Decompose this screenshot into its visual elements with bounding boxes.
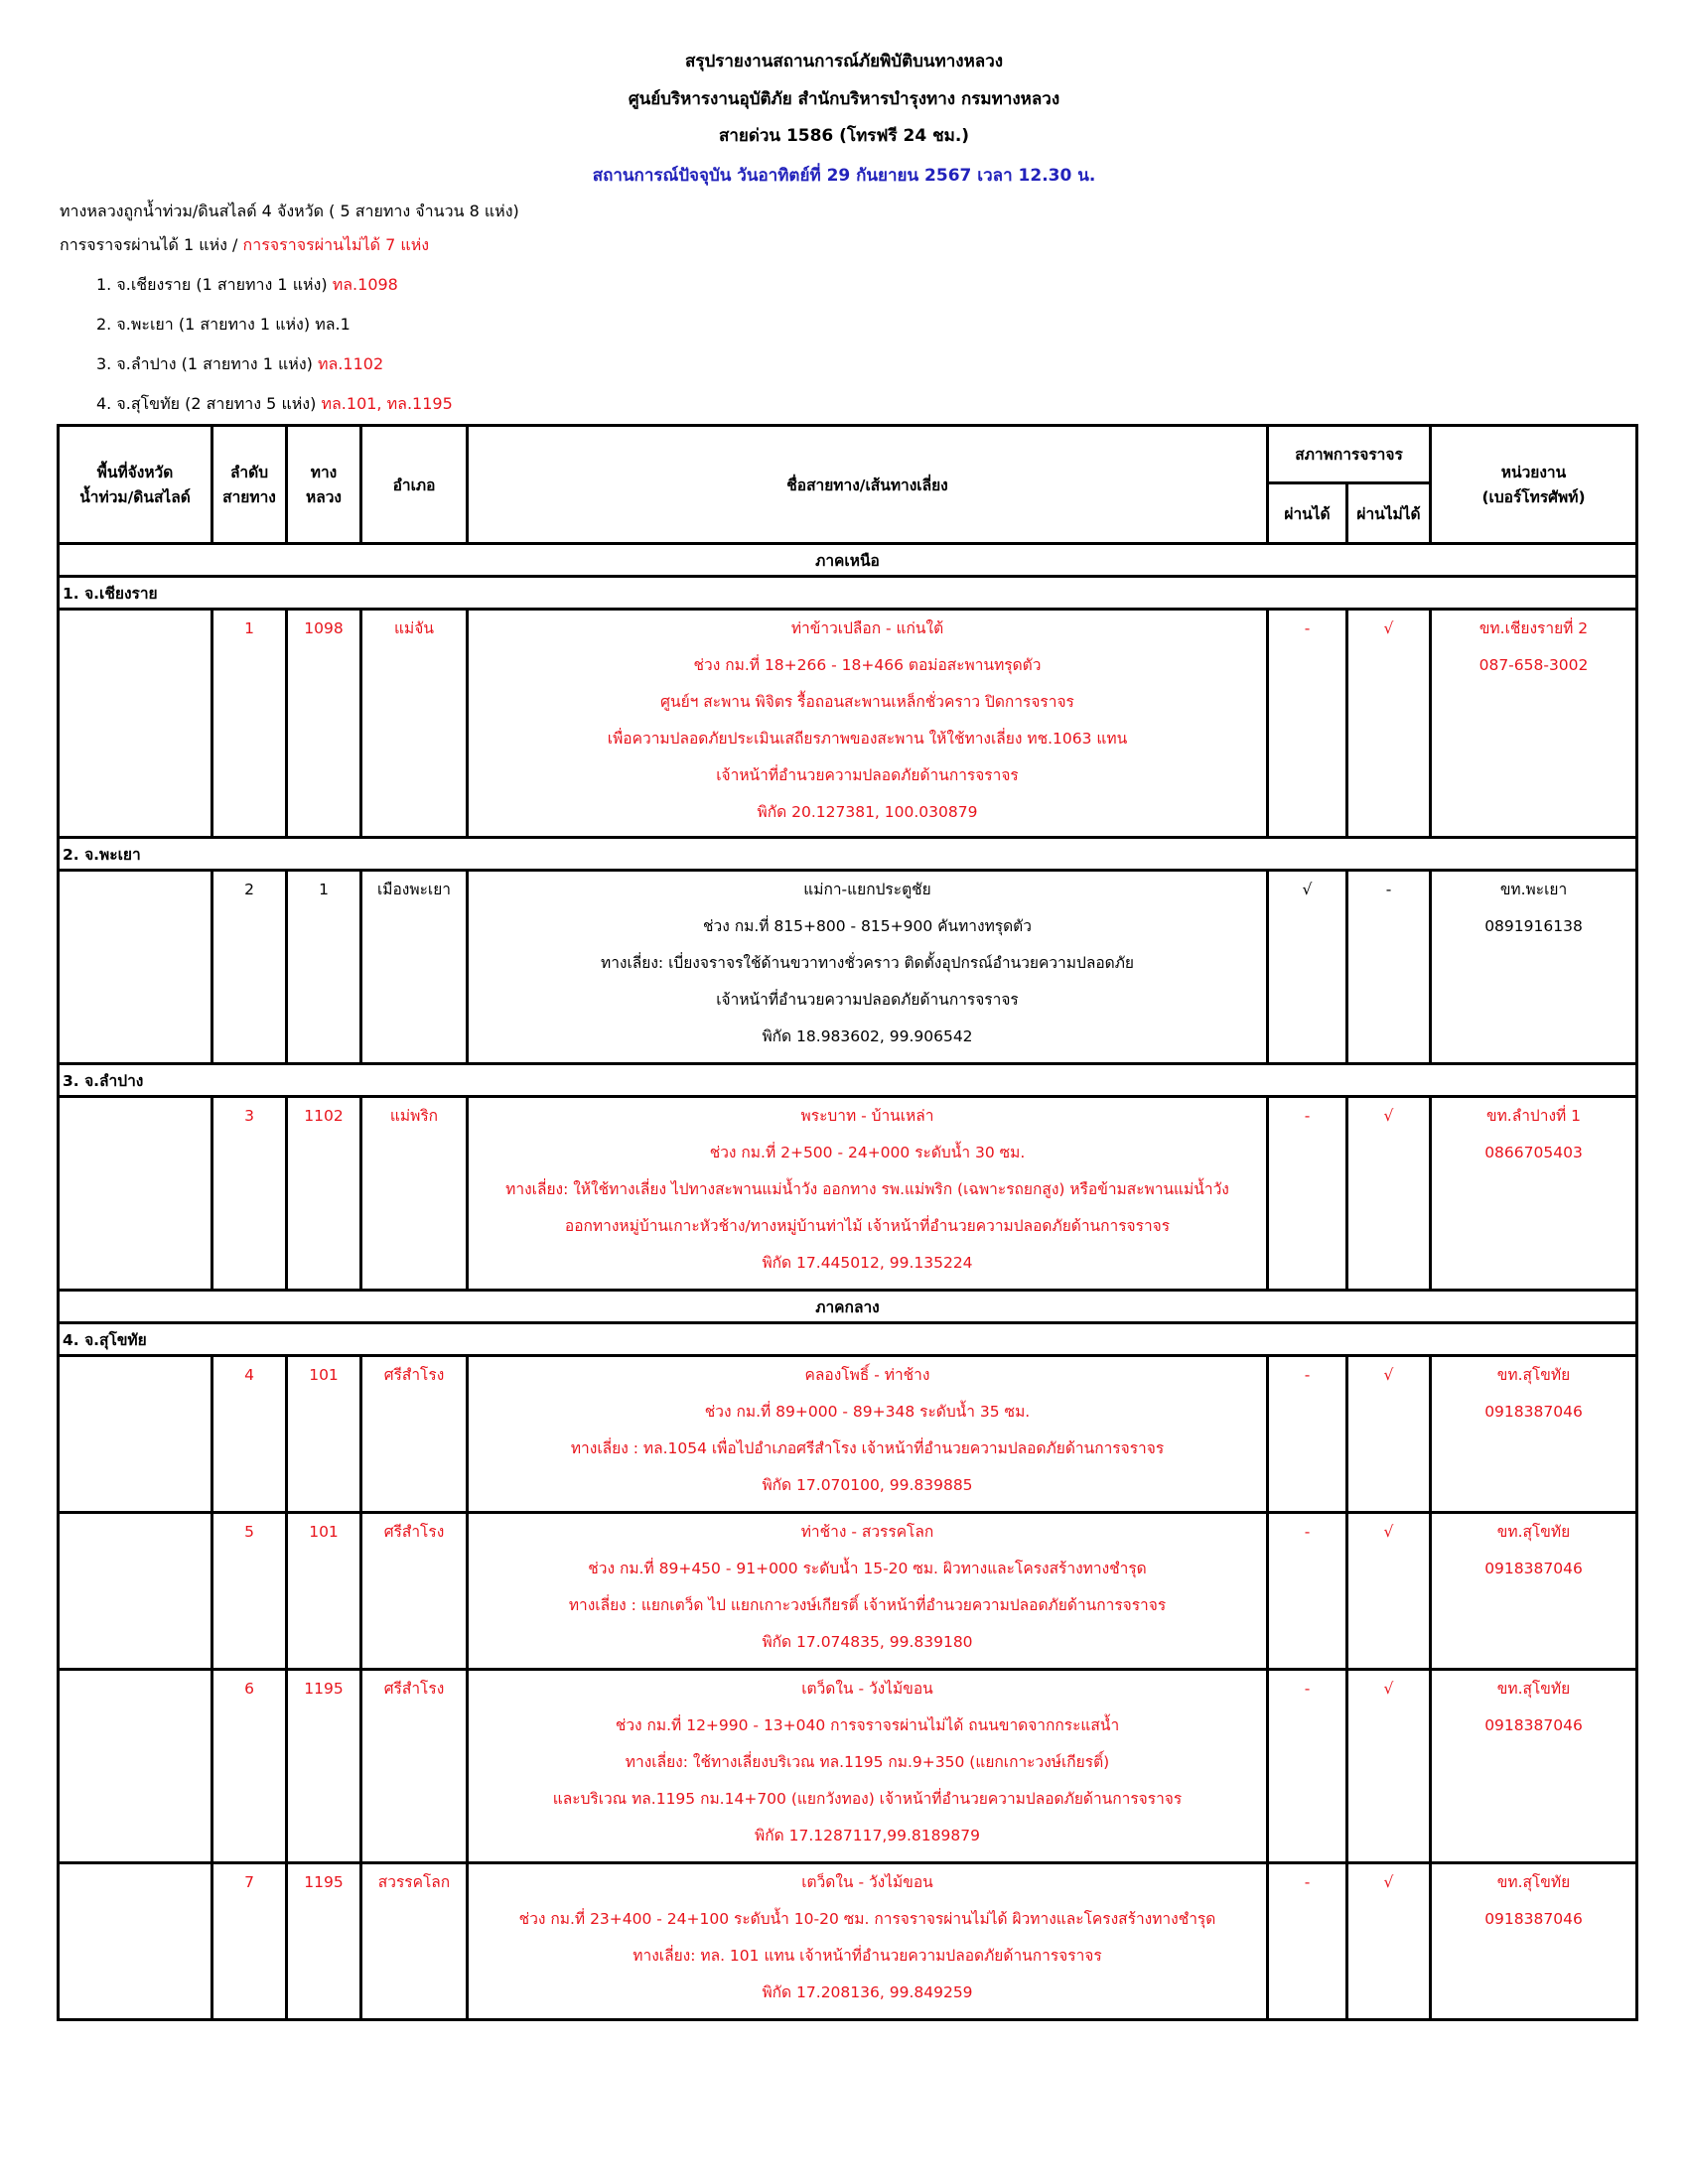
- unit-cell: [1431, 1097, 1637, 1291]
- province-row: [59, 1323, 1637, 1356]
- unit-name: ขท.สุโขทัย: [1496, 1680, 1571, 1698]
- unit-name: ขท.เชียงรายที่ 2: [1478, 619, 1589, 637]
- pass-status-cell: -: [1268, 1356, 1347, 1513]
- region-central: ภาคกลาง: [59, 1291, 1637, 1323]
- route-detail-line: คลองโพธิ์ - ท่าช้าง: [804, 1366, 930, 1384]
- route-detail-line: ทางเลี่ยง: ให้ใช้ทางเลี่ยง ไปทางสะพานแม่น้ำวัง ออกทาง รพ.แม่พริก (เฉพาะรถยกสูง) หรือข้ามสะพานแม่น้ำวัง: [505, 1180, 1229, 1198]
- province-label: 1. จ.เชียงราย (1 สายทาง 1 แห่ง): [96, 275, 333, 294]
- route-detail-line: เจ้าหน้าที่อำนวยความปลอดภัยด้านการจราจร: [716, 766, 1019, 784]
- province-roads: ทล.1102: [317, 354, 384, 373]
- table-row: [59, 610, 1637, 838]
- area-cell: [59, 1097, 212, 1291]
- col-route: ชื่อสายทาง/เส้นทางเลี่ยง: [468, 426, 1268, 544]
- route-detail-line: ช่วง กม.ที่ 89+000 - 89+348 ระดับน้ำ 35 ซม.: [704, 1403, 1031, 1421]
- unit-cell: [1431, 1513, 1637, 1670]
- route-detail-line: ทางเลี่ยง: เบี่ยงจราจรใช้ด้านขวาทางชั่วคราว ติดตั้งอุปกรณ์อำนวยความปลอดภัย: [601, 954, 1134, 972]
- unit-name: ขท.สุโขทัย: [1496, 1523, 1571, 1541]
- route-detail-line: และบริเวณ ทล.1195 กม.14+700 (แยกวังทอง) เจ้าหน้าที่อำนวยความปลอดภัยด้านการจราจร: [552, 1790, 1183, 1808]
- col-highway: ทาง หลวง: [287, 426, 361, 544]
- unit-phone: 0891916138: [1484, 917, 1583, 935]
- route-detail-line: ช่วง กม.ที่ 89+450 - 91+000 ระดับน้ำ 15-20 ซม. ผิวทางและโครงสร้างทางชำรุด: [588, 1560, 1147, 1577]
- pass-status-cell: -: [1268, 1863, 1347, 2020]
- route-detail-line: พิกัด 18.983602, 99.906542: [762, 1027, 973, 1045]
- route-detail-line: พระบาท - บ้านเหล่า: [800, 1107, 934, 1125]
- route-detail-line: ช่วง กม.ที่ 23+400 - 24+100 ระดับน้ำ 10-20 ซม. การจราจรผ่านไม่ได้ ผิวทางและโครงสร้างทางชำรุด: [518, 1910, 1216, 1928]
- highway-cell: 101: [287, 1356, 361, 1513]
- situation-date: สถานการณ์ปัจจุบัน วันอาทิตย์ที่ 29 กันยายน 2567 เวลา 12.30 น.: [592, 166, 1096, 186]
- unit-phone: 087-658-3002: [1478, 656, 1589, 674]
- district-cell: ศรีสำโรง: [361, 1356, 468, 1513]
- seq-cell: 7: [212, 1863, 287, 2020]
- province-label: 4. จ.สุโขทัย (2 สายทาง 5 แห่ง): [96, 394, 322, 413]
- nopass-status-cell: √: [1347, 1097, 1431, 1291]
- table-header-row: [59, 426, 1637, 483]
- col-nopass: ผ่านไม่ได้: [1347, 483, 1431, 544]
- unit-phone: 0918387046: [1484, 1560, 1583, 1577]
- district-cell: ศรีสำโรง: [361, 1670, 468, 1863]
- pass-status-cell: -: [1268, 1670, 1347, 1863]
- area-cell: [59, 1356, 212, 1513]
- route-detail-line: ออกทางหมู่บ้านเกาะหัวช้าง/ทางหมู่บ้านท่าไม้ เจ้าหน้าที่อำนวยความปลอดภัยด้านการจราจร: [564, 1217, 1171, 1235]
- route-detail-cell: [468, 1863, 1268, 2020]
- table-row: [59, 1513, 1637, 1670]
- summary-traffic: [60, 233, 429, 258]
- province-summary-item: [96, 392, 453, 417]
- unit-cell: [1431, 1670, 1637, 1863]
- province-roads: ทล.1: [315, 315, 351, 334]
- unit-name: ขท.สุโขทัย: [1496, 1873, 1571, 1891]
- highway-cell: 101: [287, 1513, 361, 1670]
- unit-phone: 0918387046: [1484, 1716, 1583, 1734]
- route-detail-line: พิกัด 20.127381, 100.030879: [757, 803, 978, 821]
- unit-name: ขท.พะเยา: [1499, 881, 1568, 898]
- unit-phone: 0918387046: [1484, 1910, 1583, 1928]
- table-row: [59, 1863, 1637, 2020]
- route-detail-line: ทางเลี่ยง : แยกเตว็ด ไป แยกเกาะวงษ์เกียรติ์ เจ้าหน้าที่อำนวยความปลอดภัยด้านการจราจร: [568, 1596, 1167, 1614]
- route-detail-cell: [468, 1097, 1268, 1291]
- unit-cell: [1431, 1356, 1637, 1513]
- province-lampang: 3. จ.ลำปาง: [59, 1064, 1637, 1097]
- route-detail-cell: [468, 610, 1268, 838]
- unit-cell: [1431, 871, 1637, 1064]
- province-chiangrai: 1. จ.เชียงราย: [59, 577, 1637, 610]
- route-detail-line: เตว็ดใน - วังไม้ขอน: [801, 1873, 933, 1891]
- route-detail-line: ทางเลี่ยง: ใช้ทางเลี่ยงบริเวณ ทล.1195 กม.9+350 (แยกเกาะวงษ์เกียรติ์): [625, 1753, 1110, 1771]
- seq-cell: 4: [212, 1356, 287, 1513]
- pass-status-cell: -: [1268, 610, 1347, 838]
- nopass-status-cell: √: [1347, 1863, 1431, 2020]
- route-detail-line: พิกัด 17.070100, 99.839885: [762, 1476, 973, 1494]
- report-title: สรุปรายงานสถานการณ์ภัยพิบัติบนทางหลวง: [684, 52, 1004, 71]
- district-cell: เมืองพะเยา: [361, 871, 468, 1064]
- route-detail-cell: [468, 1356, 1268, 1513]
- route-detail-line: พิกัด 17.074835, 99.839180: [762, 1633, 973, 1651]
- highway-cell: 1: [287, 871, 361, 1064]
- unit-phone: 0918387046: [1484, 1403, 1583, 1421]
- province-sukhothai: 4. จ.สุโขทัย: [59, 1323, 1637, 1356]
- province-label: 2. จ.พะเยา (1 สายทาง 1 แห่ง): [96, 315, 316, 334]
- province-phayao: 2. จ.พะเยา: [59, 838, 1637, 871]
- route-detail-line: ท่าข้าวเปลือก - แก่นใต้: [790, 619, 944, 637]
- district-cell: ศรีสำโรง: [361, 1513, 468, 1670]
- route-detail-line: แม่กา-แยกประตูชัย: [803, 881, 931, 898]
- table-row: [59, 1670, 1637, 1863]
- route-detail-line: พิกัด 17.208136, 99.849259: [762, 1983, 973, 2001]
- seq-cell: 2: [212, 871, 287, 1064]
- col-district: อำเภอ: [361, 426, 468, 544]
- route-detail-line: ช่วง กม.ที่ 12+990 - 13+040 การจราจรผ่านไม่ได้ ถนนขาดจากกระแสน้ำ: [615, 1716, 1120, 1734]
- area-cell: [59, 610, 212, 838]
- route-detail-line: ช่วง กม.ที่ 2+500 - 24+000 ระดับน้ำ 30 ซม.: [709, 1144, 1026, 1161]
- area-cell: [59, 1513, 212, 1670]
- province-summary-item: [96, 352, 383, 377]
- route-detail-line: ช่วง กม.ที่ 815+800 - 815+900 คันทางทรุดตัว: [703, 917, 1032, 935]
- route-detail-cell: [468, 1670, 1268, 1863]
- situation-table: [57, 424, 1638, 2021]
- seq-cell: 3: [212, 1097, 287, 1291]
- province-roads: ทล.1098: [332, 275, 398, 294]
- highway-cell: 1098: [287, 610, 361, 838]
- nopass-status-cell: √: [1347, 1670, 1431, 1863]
- route-detail-line: พิกัด 17.1287117,99.8189879: [755, 1827, 980, 1844]
- province-summary-item: [96, 313, 351, 338]
- route-detail-line: ศูนย์ฯ สะพาน พิจิตร รื้อถอนสะพานเหล็กชั่วคราว ปิดการจราจร: [660, 693, 1074, 711]
- unit-phone: 0866705403: [1484, 1144, 1583, 1161]
- province-row: [59, 838, 1637, 871]
- province-roads: ทล.101, ทล.1195: [321, 394, 453, 413]
- route-detail-line: เพื่อความปลอดภัยประเมินเสถียรภาพของสะพาน ให้ใช้ทางเลี่ยง ทช.1063 แทน: [607, 730, 1128, 748]
- highway-cell: 1102: [287, 1097, 361, 1291]
- col-traffic: สภาพการจราจร: [1268, 426, 1431, 483]
- region-north: ภาคเหนือ: [59, 544, 1637, 577]
- unit-cell: [1431, 610, 1637, 838]
- table-row: [59, 1356, 1637, 1513]
- route-detail-line: ท่าช้าง - สวรรคโลก: [800, 1523, 934, 1541]
- table-row: [59, 1097, 1637, 1291]
- district-cell: แม่พริก: [361, 1097, 468, 1291]
- nopass-status-cell: -: [1347, 871, 1431, 1064]
- col-seq: ลำดับ สายทาง: [212, 426, 287, 544]
- report-org: ศูนย์บริหารงานอุบัติภัย สำนักบริหารบำรุงทาง กรมทางหลวง: [628, 89, 1060, 109]
- seq-cell: 5: [212, 1513, 287, 1670]
- area-cell: [59, 1670, 212, 1863]
- col-unit: หน่วยงาน (เบอร์โทรศัพท์): [1431, 426, 1637, 544]
- nopass-status-cell: √: [1347, 1356, 1431, 1513]
- unit-cell: [1431, 1863, 1637, 2020]
- seq-cell: 1: [212, 610, 287, 838]
- seq-cell: 6: [212, 1670, 287, 1863]
- province-summary-item: [96, 273, 398, 298]
- district-cell: สวรรคโลก: [361, 1863, 468, 2020]
- route-detail-line: เจ้าหน้าที่อำนวยความปลอดภัยด้านการจราจร: [716, 991, 1019, 1009]
- pass-status-cell: √: [1268, 871, 1347, 1064]
- route-detail-line: พิกัด 17.445012, 99.135224: [762, 1254, 973, 1272]
- pass-status-cell: -: [1268, 1097, 1347, 1291]
- region-row: [59, 544, 1637, 577]
- province-row: [59, 577, 1637, 610]
- summary-impassable: การจราจรผ่านไม่ได้ 7 แห่ง: [242, 235, 430, 254]
- region-row: [59, 1291, 1637, 1323]
- route-detail-cell: [468, 1513, 1268, 1670]
- highway-cell: 1195: [287, 1670, 361, 1863]
- unit-name: ขท.ลำปางที่ 1: [1485, 1107, 1582, 1125]
- route-detail-cell: [468, 871, 1268, 1064]
- nopass-status-cell: √: [1347, 1513, 1431, 1670]
- hotline: สายด่วน 1586 (โทรฟรี 24 ชม.): [718, 126, 970, 146]
- highway-cell: 1195: [287, 1863, 361, 2020]
- route-detail-line: ทางเลี่ยง : ทล.1054 เพื่อไปอำเภอศรีสำโรง เจ้าหน้าที่อำนวยความปลอดภัยด้านการจราจร: [570, 1439, 1165, 1457]
- province-label: 3. จ.ลำปาง (1 สายทาง 1 แห่ง): [96, 354, 318, 373]
- col-pass: ผ่านได้: [1268, 483, 1347, 544]
- summary-passable: การจราจรผ่านได้ 1 แห่ง /: [60, 235, 243, 254]
- pass-status-cell: -: [1268, 1513, 1347, 1670]
- col-area: พื้นที่จังหวัด น้ำท่วม/ดินสไลด์: [59, 426, 212, 544]
- route-detail-line: เตว็ดใน - วังไม้ขอน: [801, 1680, 933, 1698]
- unit-name: ขท.สุโขทัย: [1496, 1366, 1571, 1384]
- summary-total: ทางหลวงถูกน้ำท่วม/ดินสไลด์ 4 จังหวัด ( 5 สายทาง จำนวน 8 แห่ง): [60, 202, 519, 220]
- route-detail-line: ทางเลี่ยง: ทล. 101 แทน เจ้าหน้าที่อำนวยความปลอดภัยด้านการจราจร: [633, 1947, 1102, 1965]
- area-cell: [59, 1863, 212, 2020]
- route-detail-line: ช่วง กม.ที่ 18+266 - 18+466 ตอม่อสะพานทรุดตัว: [693, 656, 1042, 674]
- province-row: [59, 1064, 1637, 1097]
- area-cell: [59, 871, 212, 1064]
- table-row: [59, 871, 1637, 1064]
- district-cell: แม่จัน: [361, 610, 468, 838]
- nopass-status-cell: √: [1347, 610, 1431, 838]
